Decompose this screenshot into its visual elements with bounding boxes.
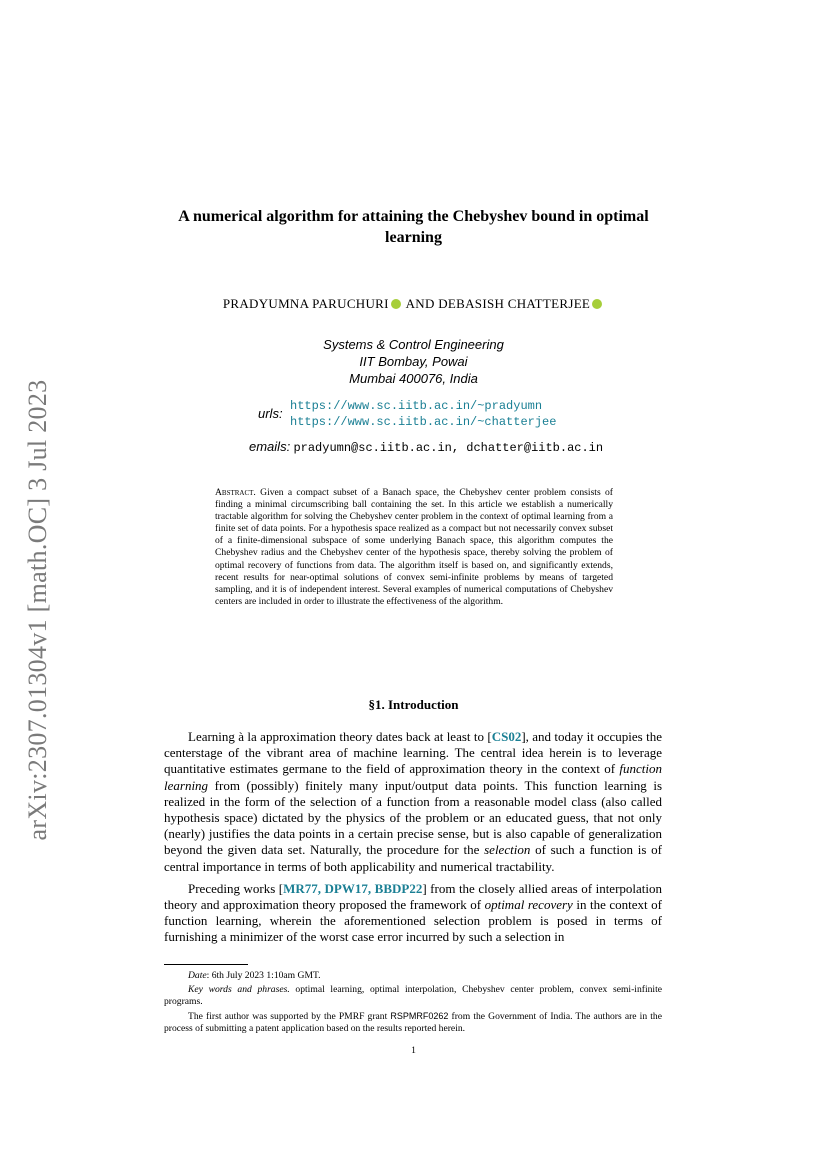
citation-link[interactable]: MR77 — [283, 880, 318, 896]
emphasis: function learning — [164, 761, 662, 793]
arxiv-identifier: arXiv:2307.01304v1 [math.OC] 3 Jul 2023 — [23, 379, 52, 841]
citation-link[interactable]: DPW17 — [324, 880, 368, 896]
emails-label: emails: — [249, 439, 291, 454]
affiliation-line: IIT Bombay, Powai — [359, 354, 468, 369]
footnote-keywords: Key words and phrases. optimal learning, optimal interpolation, Chebyshev center problem, convex semi-infinite programs. — [164, 984, 662, 1008]
affiliation — [250, 336, 577, 387]
url-link[interactable]: https://www.sc.iitb.ac.in/~pradyumn — [290, 399, 543, 413]
citation-link[interactable]: CS02 — [491, 729, 522, 744]
paper-title: A numerical algorithm for attaining the Chebyshev bound in optimal learning — [178, 208, 649, 246]
arxiv-sidebar — [2, 360, 74, 860]
footnotes — [164, 970, 662, 1037]
email-line — [249, 439, 603, 455]
urls-label: urls: — [258, 406, 283, 421]
author-line — [150, 296, 677, 312]
section-heading: §1. Introduction — [368, 697, 459, 712]
author-connector: AND — [402, 296, 439, 311]
paragraph: Learning à la approximation theory dates back at least to [CS02], and today it occupies the centerstage of the vibrant area of machine learning. The central idea herein is to leverage quantitative estimates germane to the field of approximation theory in the context of function learning from (possibly) finitely many input/output data points. This function learning is realized in the form of the selection of a function from a reasonable model class (also called hypothesis space) dictated by the physics of the problem or an educated guess, that not only (nearly) justifies the data points in a certain precise sense, but is also capable of generalization beyond the given data set. Naturally, the procedure for the selection of such a function is of central importance in terms of both applicability and numerical tractability. — [164, 729, 662, 874]
abstract — [215, 487, 613, 608]
author-name: PRADYUMNA PARUCHURI — [222, 296, 389, 311]
page-number: 1 — [411, 1045, 416, 1056]
paragraph: Preceding works [MR77, DPW17, BBDP22] from the closely allied areas of interpolation theory and approximation theory proposed the framework of optimal recovery in the context of function learning, wherein the aforementioned selection problem is posed in terms of furnishing a minimizer of the worst case error incurred by such a selection in — [164, 880, 663, 945]
orcid-icon[interactable] — [592, 299, 602, 309]
affiliation-line: Mumbai 400076, India — [349, 371, 478, 386]
abstract-text: Given a compact subset of a Banach space, the Chebyshev center problem consists of finding a minimal circumscribing ball containing the set. In this article we establish a numerically tractable algorithm for solving the Chebyshev center problem in the context of optimal learning from a finite set of data points. For a hypothesis space realized as a compact but not necessarily convex subset of a finite-dimensional subspace of some underlying Banach space, this algorithm computes the Chebyshev radius and the Chebyshev center of the hypothesis space, thereby solving the problem of optimal recovery of functions from data. The algorithm itself is based on, and significantly extends, recent results for near-optimal solutions of convex semi-infinite problems by means of targeted sampling, and it is of independent interest. Several examples of numerical computations of Chebyshev centers are included in order to illustrate the effectiveness of the algorithm. — [215, 487, 613, 607]
author-name: DEBASISH CHATTERJEE — [438, 296, 591, 311]
url-link[interactable]: https://www.sc.iitb.ac.in/~chatterjee — [290, 415, 557, 429]
citation-link[interactable]: BBDP22 — [374, 880, 423, 896]
footnote-rule — [164, 964, 248, 965]
affiliation-line: Systems & Control Engineering — [323, 337, 504, 352]
emphasis: optimal recovery — [484, 897, 573, 913]
email-addresses: pradyumn@sc.iitb.ac.in, dchatter@iitb.ac.in — [293, 441, 604, 455]
footnote-date: Date: 6th July 2023 1:10am GMT. — [188, 970, 321, 981]
abstract-label: Abstract. — [215, 487, 256, 498]
url-list — [290, 398, 556, 430]
footnote-funding: The first author was supported by the PMRF grant RSPMRF0262 from the Government of India. The authors are in the process of submitting a patent application based on the results reported herein. — [164, 1011, 662, 1035]
emphasis: selection — [484, 842, 531, 858]
orcid-icon[interactable] — [391, 299, 401, 309]
body-text — [164, 729, 662, 952]
